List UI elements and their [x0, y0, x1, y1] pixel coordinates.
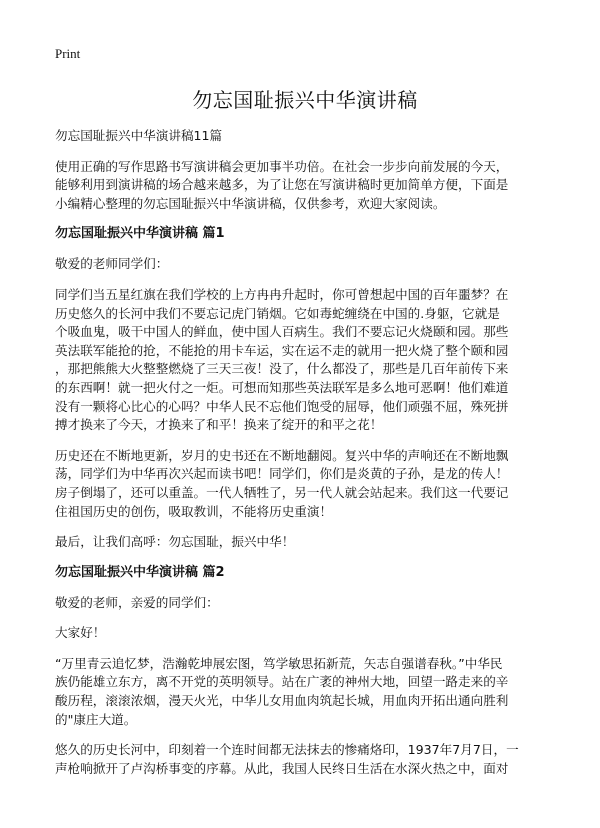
- text-line: 声枪响掀开了卢沟桥事变的序幕。从此，我国人民终日生活在水深火热之中，面对: [55, 760, 509, 776]
- text-line: 同学们当五星红旗在我们学校的上方冉冉升起时，你可曾想起中国的百年噩梦？在: [55, 286, 509, 302]
- text-line: 搏才换来了今天，才换来了和平！换来了绽开的和平之花！: [55, 417, 383, 433]
- closing-paragraph: [55, 533, 555, 552]
- text-line: 悠久的历史长河中，印刻着一个连时间都无法抹去的惨痛烙印，1937年7月7日，一: [55, 742, 519, 758]
- body-paragraph: [55, 286, 555, 435]
- print-link[interactable]: Print: [55, 46, 81, 61]
- text-line: 没有一颗将心比心的心吗？中华人民不忘他们饱受的屈辱，他们顽强不屈，殊死拼: [55, 398, 509, 414]
- text-line: 最后，让我们高呼：勿忘国耻，振兴中华！: [55, 534, 295, 550]
- text-line: 能够利用到演讲稿的场合越来越多，为了让您在写演讲稿时更加简单方便，下面是: [55, 177, 509, 193]
- text-line: 英法联军能抢的抢，不能抢的用卡车运，实在运不走的就用一把火烧了整个颐和园: [55, 342, 509, 358]
- text-line: 族仍能雄立东方，离不开党的英明领导。站在广袤的神州大地，回望一路走来的辛: [55, 674, 509, 690]
- hello: [55, 624, 555, 643]
- greeting: [55, 594, 555, 613]
- text-line: 使用正确的写作思路书写演讲稿会更加事半功倍。在社会一步步向前发展的今天，: [55, 158, 509, 174]
- text-line: 房子倒塌了，还可以重盖。一代人牺牲了，另一代人就会站起来。我们这一代要记: [55, 484, 509, 500]
- section-heading: 勿忘国耻振兴中华演讲稿 篇2: [55, 564, 225, 580]
- text-line: 荡，同学们为中华再次兴起而读书吧！同学们，你们是炎黄的子孙，是龙的传人！: [55, 466, 509, 482]
- text-line: 住祖国历史的创伤，吸取教训，不能将历史重演！: [55, 503, 333, 519]
- subtitle-text: 勿忘国耻振兴中华演讲稿11篇: [55, 128, 223, 143]
- document-title: 勿忘国耻振兴中华演讲稿: [192, 88, 418, 112]
- body-paragraph: [55, 655, 555, 729]
- body-paragraph: [55, 741, 555, 778]
- section-heading: 勿忘国耻振兴中华演讲稿 篇1: [55, 226, 225, 242]
- text-line: 的"康庄大道。: [55, 711, 137, 727]
- greeting: [55, 255, 555, 274]
- body-paragraph: [55, 447, 555, 521]
- text-line: 敬爱的老师同学们：: [55, 256, 169, 272]
- document-page: [55, 46, 555, 790]
- text-line: 大家好！: [55, 625, 106, 641]
- text-line: 个吸血鬼，吸干中国人的鲜血，使中国人百病生。我们不要忘记火烧颐和园。那些: [55, 324, 509, 340]
- text-line: ，那把熊熊大火整整燃烧了三天三夜！没了，什么都没了，那些是几百年前传下来: [55, 361, 509, 377]
- text-line: 历史悠久的长河中我们不要忘记虎门销烟。它如毒蛇缠绕在中国的.身躯，它就是: [55, 305, 500, 321]
- text-line: “万里青云追忆梦，浩瀚乾坤展宏图，笃学敏思拓新荒，矢志自强谱春秋。”中华民: [55, 655, 503, 671]
- text-line: 酸历程，滚滚浓烟，漫天火光，中华儿女用血肉筑起长城，用血肉开拓出通向胜利: [55, 693, 509, 709]
- text-line: 的东西啊！就一把火付之一炬。可想而知那些英法联军是多么地可恶啊！他们难道: [55, 379, 509, 395]
- subtitle: [55, 127, 555, 146]
- intro-paragraph: [55, 158, 555, 214]
- text-line: 小编精心整理的勿忘国耻振兴中华演讲稿，仅供参考，欢迎大家阅读。: [55, 195, 446, 211]
- text-line: 敬爱的老师，亲爱的同学们：: [55, 594, 219, 610]
- text-line: 历史还在不断地更新，岁月的史书还在不断地翻阅。复兴中华的声响还在不断地飘: [55, 447, 509, 463]
